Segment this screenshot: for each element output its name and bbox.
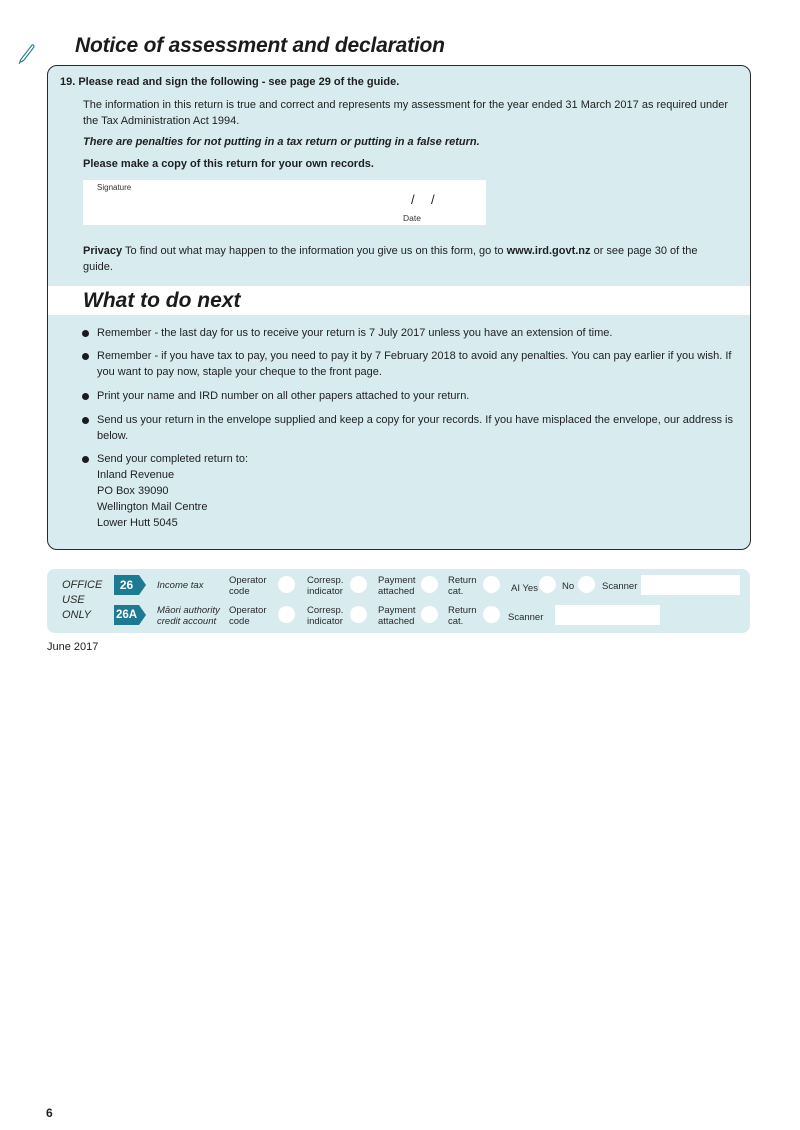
list-item: Print your name and IRD number on all other papers attached to your return.: [97, 390, 470, 402]
copy-note: Please make a copy of this return for your own records.: [83, 158, 374, 170]
maori-authority-code: 26A: [114, 605, 139, 625]
income-tax-label: Income tax: [157, 580, 204, 591]
pen-icon: [18, 43, 36, 65]
bullet-icon: [82, 393, 89, 400]
declaration-panel: [47, 65, 751, 550]
no-field[interactable]: [578, 576, 595, 593]
operator-code-field[interactable]: [278, 576, 295, 593]
maori-authority-label: Māori authority credit account: [157, 605, 220, 627]
payment-attached-field[interactable]: [421, 576, 438, 593]
penalties-note: There are penalties for not putting in a tax return or putting in a false return.: [83, 136, 480, 148]
operator-code-field[interactable]: [278, 606, 295, 623]
privacy-label: Privacy: [83, 245, 123, 257]
return-cat-field[interactable]: [483, 576, 500, 593]
scanner-field[interactable]: [641, 575, 740, 595]
corresp-indicator-label: Corresp. indicator: [307, 605, 344, 627]
office-use-panel: [47, 569, 750, 633]
scanner-field[interactable]: [555, 605, 660, 625]
operator-code-label: Operator code: [229, 575, 267, 597]
form-date: June 2017: [47, 641, 99, 653]
address-line: Lower Hutt 5045: [97, 517, 178, 529]
page-number: 6: [46, 1106, 53, 1120]
signature-label: Signature: [97, 183, 132, 192]
declaration-statement: The information in this return is true and correct and represents my assessment for the year ended 31 March 2017 as required under the Tax Administration Act 1994.: [83, 99, 729, 127]
bullet-icon: [82, 330, 89, 337]
privacy-end: or see page 30 of the guide.: [83, 245, 698, 273]
bullet-icon: [82, 353, 89, 360]
date-separator: /: [411, 192, 415, 207]
bullet-icon: [82, 417, 89, 424]
no-label: No: [562, 581, 575, 592]
payment-attached-label: Payment attached: [378, 575, 416, 597]
list-item: Send us your return in the envelope supplied and keep a copy for your records. If you have misplaced the envelope, our address is below.: [97, 414, 733, 442]
privacy-text: To find out what may happen to the information you give us on this form, go to: [122, 245, 507, 257]
payment-attached-label: Payment attached: [378, 605, 416, 627]
address-intro: Send your completed return to:: [97, 453, 249, 465]
scanner-label: Scanner: [602, 581, 638, 592]
section-title: What to do next: [83, 289, 241, 312]
income-tax-code: 26: [114, 575, 139, 595]
date-separator: /: [431, 192, 435, 207]
corresp-indicator-field[interactable]: [350, 576, 367, 593]
question-heading: 19. Please read and sign the following - see page 29 of the guide.: [60, 76, 400, 88]
address-line: PO Box 39090: [97, 485, 169, 497]
corresp-indicator-field[interactable]: [350, 606, 367, 623]
list-item: Remember - if you have tax to pay, you need to pay it by 7 February 2018 to avoid any penalties. You can pay earlier if you wish. If you want to pay now, staple your cheque to the front page.: [97, 350, 732, 378]
arrow-icon: [139, 605, 146, 625]
page-title: Notice of assessment and declaration: [75, 34, 445, 57]
operator-code-label: Operator code: [229, 605, 267, 627]
address-block: [97, 451, 737, 531]
payment-attached-field[interactable]: [421, 606, 438, 623]
bullet-icon: [82, 456, 89, 463]
ai-yes-label: AI Yes: [511, 583, 538, 594]
ai-yes-field[interactable]: [539, 576, 556, 593]
signature-field[interactable]: [83, 180, 486, 225]
date-label: Date: [403, 213, 421, 223]
arrow-icon: [139, 575, 146, 595]
privacy-note: [83, 243, 713, 275]
address-line: Wellington Mail Centre: [97, 501, 208, 513]
address-line: Inland Revenue: [97, 469, 175, 481]
office-use-label: OFFICE USE ONLY: [62, 579, 103, 621]
return-cat-field[interactable]: [483, 606, 500, 623]
list-item: Remember - the last day for us to receive your return is 7 July 2017 unless you have an extension of time.: [97, 327, 613, 339]
return-cat-label: Return cat.: [448, 605, 477, 627]
scanner-label: Scanner: [508, 612, 544, 623]
return-cat-label: Return cat.: [448, 575, 477, 597]
corresp-indicator-label: Corresp. indicator: [307, 575, 344, 597]
privacy-link[interactable]: www.ird.govt.nz: [506, 245, 591, 257]
